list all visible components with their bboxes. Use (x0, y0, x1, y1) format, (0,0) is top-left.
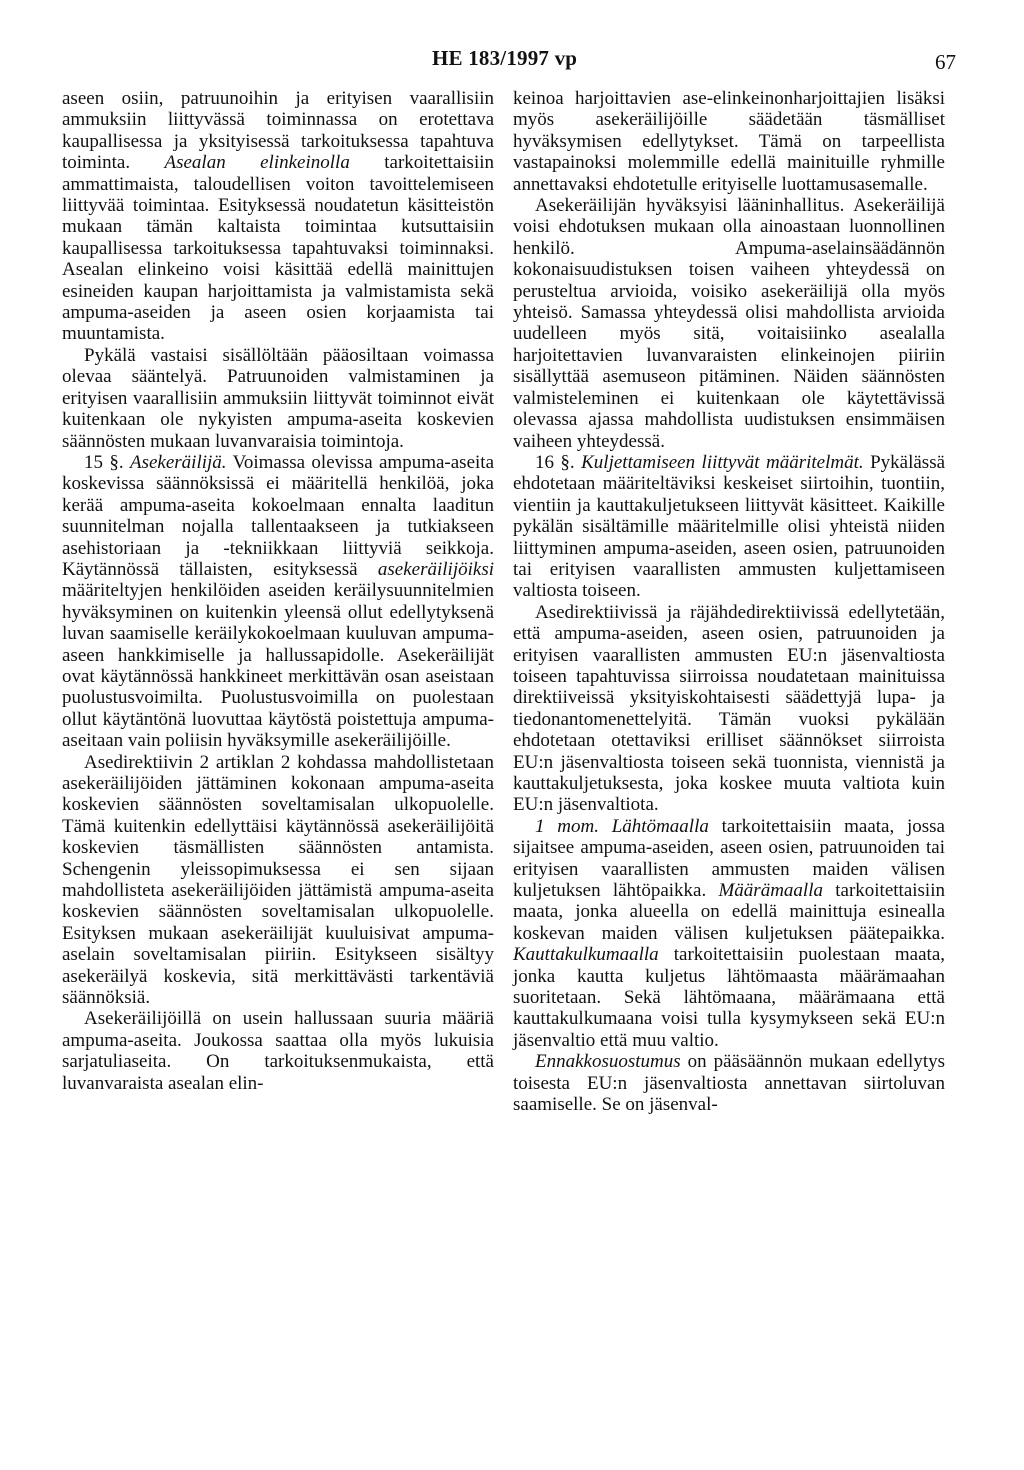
body-text: on pääsäännön mukaan edellytys toisesta EU:n jäsenvaltiosta annettavan siirtoluvan saamiselle. Se on jäsenval- (513, 1051, 945, 1116)
italic-text: Kauttakulkumaalla (513, 944, 659, 966)
paragraph (513, 816, 945, 1051)
body-text: Asekeräilijöillä on usein hallussaan suuria määriä ampuma-aseita. Joukossa saattaa olla myös lukuisia sarjatuliaseita. On tarkoituksenmukaista, että luvanvaraista asealan elin- (62, 1008, 494, 1094)
body-text: Voimassa olevissa ampuma-aseita koskevissa säännöksissä ei määritellä henkilöä, joka kerää ampuma-aseita kokoelmaan ennalta laaditun suunnitelman nojalla tallentaakseen ja tutkiakseen asehistoriaan ja -tekniikkaan liittyviä seikkoja. Käytännössä tällaisten, esityksessä (62, 451, 494, 580)
paragraph (513, 88, 945, 195)
body-text: 16 §. (535, 451, 582, 473)
body-text: aseen osiin, patruunoihin ja erityisen vaarallisiin ammuksiin liittyvässä toiminnassa on erotettava kaupallisessa ja yksityisessä tarkoituksessa tapahtuva toiminta. (62, 88, 494, 174)
left-text-column (62, 88, 494, 1094)
italic-text: Määrämaalla (718, 880, 823, 902)
right-text-column (513, 88, 945, 1116)
body-text: Pykälä vastaisi sisällöltään pääosiltaan voimassa olevaa sääntelyä. Patruunoiden valmistaminen ja erityisen vaarallisiin ammuksiin liittyvät toiminnot eivät kuitenkaan ole nykyisten ampuma-aseita koskevien säännösten mukaan luvanvaraisia toimintoja. (62, 344, 494, 452)
paragraph (513, 452, 945, 602)
paragraph (513, 1051, 945, 1115)
paragraph (62, 88, 494, 345)
body-text: tarkoitettaisiin maata, jossa sijaitsee ampuma-aseiden, aseen osien, patruunoiden tai erityisen vaarallisten ammusten maiden välisen kuljetuksen lähtöpaikka. (513, 815, 945, 902)
italic-text: Asealan elinkeinolla (164, 152, 350, 174)
paragraph (513, 602, 945, 816)
body-text: määriteltyjen henkilöiden aseiden keräilysuunnitelmien hyväksyminen on kuitenkin yleensä ollut edellytyksenä luvan saamiselle keräilykokoelmaan kuuluvan ampuma-aseen hankkimiselle ja hallussapidolle. Asekeräilijät ovat käytännössä hankkineet merkittävän osan aseistaan puolustusvoimilta. Puolustusvoimilla on puolestaan ollut käytäntönä luovuttaa käytöstä poistettuja ampuma-aseitaan vain poliisin hyväksymille asekeräilijöille. (62, 580, 494, 752)
italic-text: 1 mom. (535, 815, 612, 837)
body-text: 15 §. (84, 451, 130, 473)
body-text: Asedirektiivin 2 artiklan 2 kohdassa mahdollistetaan asekeräilijöiden jättäminen kokonaan ampuma-aseita koskevien säännösten soveltamisalan ulkopuolelle. Tämä kuitenkin edellyttäisi käytännössä asekeräilijöitä koskevien täsmällisten säännösten antamista. Schengenin yleissopimuksessa ei sen sijaan mahdollisteta asekeräilijöiden jättämistä ampuma-aseita koskevien säännösten soveltamisalan ulkopuolelle. Esityksen mukaan asekeräilijät kuuluisivat ampuma-aselain soveltamisalan piiriin. Esitykseen sisältyy asekeräilyä koskevia, sitä merkittävästi tarkentäviä säännöksiä. (62, 751, 494, 1009)
body-text: tarkoitettaisiin maata, jonka alueella on edellä mainittuja esinealla koskevan maiden välisen kuljetuksen päätepaikka. (513, 880, 945, 944)
italic-text: Kuljettamiseen liittyvät määritelmät. (581, 451, 864, 473)
italic-text: asekeräilijöiksi (377, 558, 494, 580)
body-text: keinoa harjoittavien ase-elinkeinonharjoittajien lisäksi myös asekeräilijöille säädetään täsmälliset hyväksymisen edellytykset. Tämä on tarpeellista vastapainoksi molemmille edellä mainituille ryhmille annettavaksi ehdotetulle erityiselle luottamusasemalle. (513, 88, 945, 195)
page-number: 67 (935, 50, 956, 74)
body-text: tarkoitettaisiin puolestaan maata, jonka kautta kuljetus lähtömaasta määrämaahan suoritetaan. Sekä lähtömaana, määrämaana että kauttakulkumaana voisi tulla kysymykseen sekä EU:n jäsenvaltio että muu valtio. (513, 944, 945, 1051)
body-text: Asedirektiivissä ja räjähdedirektiivissä edellytetään, että ampuma-aseiden, aseen osien, patruunoiden ja erityisen vaarallisten ammusten EU:n jäsenvaltiosta toiseen tapahtuvissa siirroissa noudatetaan mainituissa direktiiveissä yksityiskohtaisesti säädettyjä lupa- ja tiedonantomenettelyitä. Tämän vuoksi pykälään ehdotetaan otettaviksi erilliset säännökset siirroista EU:n jäsenvaltiosta toiseen sekä tuonnista, viennistä ja kauttakuljetuksesta, joka koskee muuta valtiota kuin EU:n jäsenvaltiota. (513, 601, 945, 816)
paragraph (62, 1008, 494, 1094)
paragraph (513, 195, 945, 452)
body-text: Asekeräilijän hyväksyisi lääninhallitus. Asekeräilijä voisi ehdotuksen mukaan olla ainoastaan luonnollinen henkilö. Ampuma-aselainsäädännön kokonaisuudistuksen toisen vaiheen yhteydessä on perusteltua arvioida, voisiko asekeräilijä olla myös yhteisö. Samassa yhteydessä olisi mahdollista arvioida uudelleen myös sitä, voitaisiinko asealalla harjoitettavien luvanvaraisten elinkeinojen piiriin sisällyttää asemuseon pitäminen. Näiden säännösten valmisteleminen ei kuitenkaan ole käytettävissä olevassa ajassa mahdollista uudistuksen ensimmäisen vaiheen yhteydessä. (513, 195, 945, 452)
italic-text: Asekeräilijä. (129, 451, 227, 473)
document-id: HE 183/1997 vp (432, 46, 578, 70)
paragraph (62, 345, 494, 452)
page-header (0, 46, 1024, 76)
body-text: Pykälässä ehdotetaan määriteltäviksi keskeiset siirtoihin, tuontiin, vientiin ja kauttakuljetukseen liittyvät käsitteet. Kaikille pykälän sisältämille määritelmille olisi yhteistä niiden liittyminen ampuma-aseiden, aseen osien, patruunoiden tai erityisen vaarallisten ammusten kuljettamiseen valtiosta toiseen. (513, 451, 946, 602)
paragraph (62, 752, 494, 1009)
italic-text: Ennakkosuostumus (535, 1051, 681, 1073)
paragraph (62, 452, 494, 752)
body-text: tarkoitettaisiin ammattimaista, taloudellisen voiton tavoittelemiseen liittyvää toimintaa. Esityksessä noudatetun käsitteistön mukaan tämän kaltaista toimintaa kutsuttaisiin kaupallisessa tarkoituksessa tapahtuvaksi toiminnaksi. Asealan elinkeino voisi käsittää edellä mainittujen esineiden kaupan harjoittamista ja valmistamista sekä ampuma-aseiden ja aseen osien korjaamista tai muuntamista. (62, 152, 494, 345)
italic-text: Lähtömaalla (611, 815, 709, 837)
